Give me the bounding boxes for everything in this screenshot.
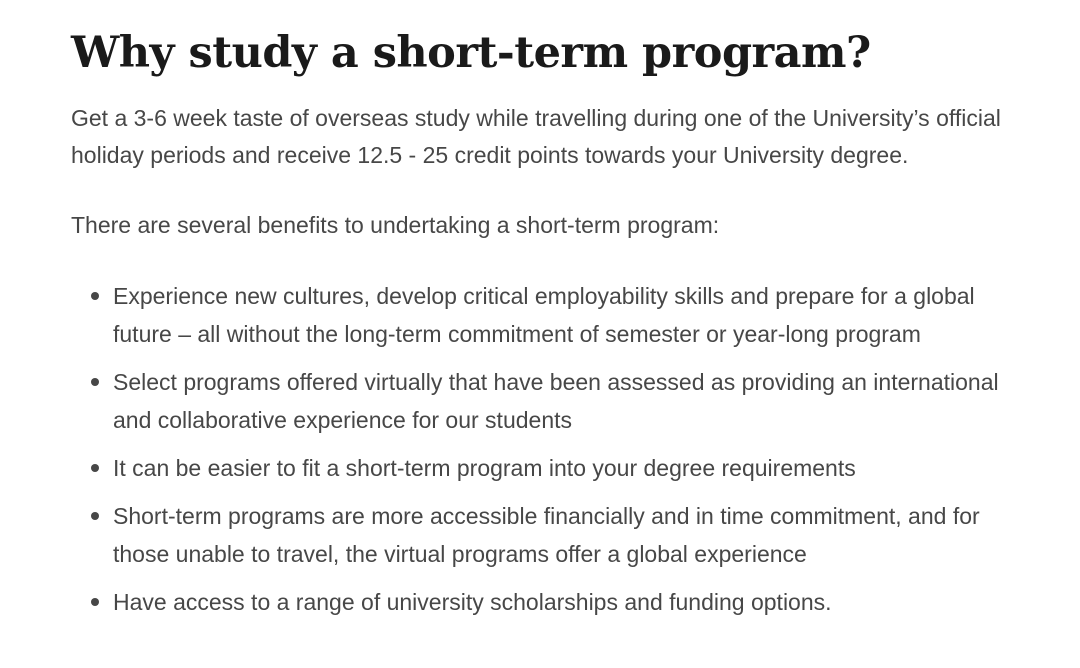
list-item-text: Short-term programs are more accessible financially and in time commitment, and for those unable to travel, the virtual programs offer a global experience	[113, 503, 980, 567]
list-item	[71, 497, 1031, 573]
list-item-text: Select programs offered virtually that have been assessed as providing an international and collaborative experience for our students	[113, 369, 999, 433]
benefits-list	[71, 277, 1031, 621]
content-section	[71, 22, 1051, 631]
intro-paragraph: Get a 3-6 week taste of overseas study while travelling during one of the University’s official holiday periods and receive 12.5 - 25 credit points towards your University degree.	[71, 105, 1001, 168]
list-item	[71, 449, 1031, 487]
list-item	[71, 583, 1031, 621]
list-item-text: Have access to a range of university scholarships and funding options.	[113, 589, 832, 615]
section-heading: Why study a short-term program?	[71, 28, 871, 78]
bullet-icon	[91, 378, 99, 386]
list-item	[71, 277, 1031, 353]
bullet-icon	[91, 292, 99, 300]
list-item-text: It can be easier to fit a short-term program into your degree requirements	[113, 455, 856, 481]
bullet-icon	[91, 464, 99, 472]
list-item	[71, 363, 1031, 439]
bullet-icon	[91, 512, 99, 520]
benefits-lead-paragraph: There are several benefits to undertaking a short-term program:	[71, 212, 720, 238]
bullet-icon	[91, 598, 99, 606]
list-item-text: Experience new cultures, develop critical employability skills and prepare for a global future – all without the long-term commitment of semester or year-long program	[113, 283, 975, 347]
